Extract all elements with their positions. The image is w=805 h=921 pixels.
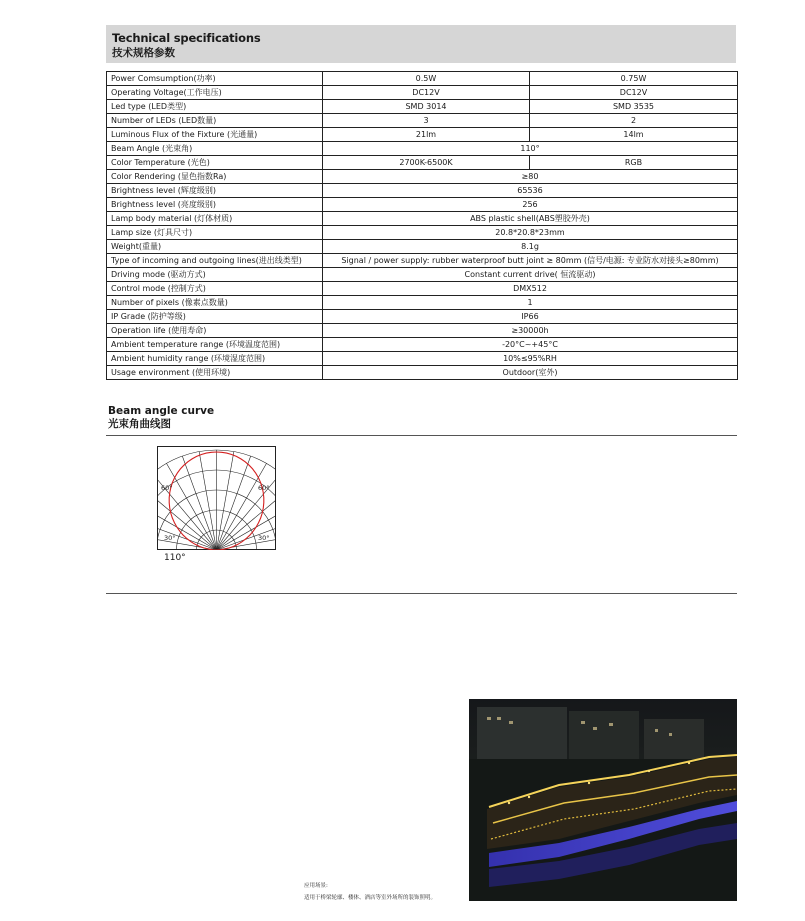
spec-value: 0.75W: [530, 72, 738, 86]
spec-value: DC12V: [530, 86, 738, 100]
spec-label: Driving mode (驱动方式): [107, 268, 323, 282]
spec-row: [107, 338, 738, 352]
spec-table: [106, 71, 738, 380]
spec-label: Control mode (控制方式): [107, 282, 323, 296]
spec-label: IP Grade (防护等级): [107, 310, 323, 324]
spec-label: Number of LEDs (LED数量): [107, 114, 323, 128]
caption-text: 适用于桥梁轮廓、楼体、酒店等室外场所的装饰照明。: [304, 895, 437, 901]
spec-value: ≥80: [323, 170, 738, 184]
spec-label: Power Comsumption(功率): [107, 72, 323, 86]
spec-value: 0.5W: [323, 72, 530, 86]
section-divider: [106, 435, 737, 436]
spec-label: Led type (LED类型): [107, 100, 323, 114]
spec-label: Ambient humidity range (环境湿度范围): [107, 352, 323, 366]
application-caption: [304, 880, 436, 904]
spec-title-en: Technical specifications: [112, 31, 261, 45]
spec-label: Luminous Flux of the Fixture (光通量): [107, 128, 323, 142]
spec-value: RGB: [530, 156, 738, 170]
spec-title-cn: 技术规格参数: [112, 47, 175, 59]
spec-label: Brightness level (辉度级别): [107, 184, 323, 198]
spec-value: 2: [530, 114, 738, 128]
spec-row: [107, 72, 738, 86]
tick-label-30-right: 30°: [258, 534, 270, 542]
spec-row: [107, 156, 738, 170]
spec-label: Color Temperature (光色): [107, 156, 323, 170]
spec-row: [107, 212, 738, 226]
spec-value: IP66: [323, 310, 738, 324]
spec-value: 65536: [323, 184, 738, 198]
spec-row: [107, 268, 738, 282]
spec-row: [107, 296, 738, 310]
beam-angle-value: 110°: [164, 553, 186, 563]
spec-value: Constant current drive( 恒流驱动): [323, 268, 738, 282]
spec-label: Operation life (使用寿命): [107, 324, 323, 338]
spec-value: 8.1g: [323, 240, 738, 254]
beam-polar-chart: [157, 446, 276, 550]
spec-value: ≥30000h: [323, 324, 738, 338]
tick-label-60-left: 60°: [161, 484, 173, 492]
spec-label: Brightness level (亮度级别): [107, 198, 323, 212]
spec-row: [107, 352, 738, 366]
spec-value: 21lm: [323, 128, 530, 142]
spec-label: Color Rendering (显色指数Ra): [107, 170, 323, 184]
spec-row: [107, 226, 738, 240]
spec-value: 2700K-6500K: [323, 156, 530, 170]
beam-title-en: Beam angle curve: [108, 405, 215, 417]
spec-value: Signal / power supply: rubber waterproof butt joint ≥ 80mm (信号/电源: 专业防水对接头≥80mm): [323, 254, 738, 268]
spec-value: 110°: [323, 142, 738, 156]
tick-label-30-left: 30°: [164, 534, 176, 542]
spec-value: Outdoor(室外): [323, 366, 738, 380]
spec-label: Weight(重量): [107, 240, 323, 254]
spec-value: DMX512: [323, 282, 738, 296]
spec-row: [107, 198, 738, 212]
spec-label: Ambient temperature range (环境温度范围): [107, 338, 323, 352]
spec-label: Beam Angle (光束角): [107, 142, 323, 156]
spec-label: Lamp body material (灯体材质): [107, 212, 323, 226]
spec-value: -20°C~+45°C: [323, 338, 738, 352]
spec-row: [107, 100, 738, 114]
spec-row: [107, 114, 738, 128]
spec-row: [107, 170, 738, 184]
spec-row: [107, 254, 738, 268]
spec-row: [107, 142, 738, 156]
spec-value: ABS plastic shell(ABS塑胶外壳): [323, 212, 738, 226]
spec-value: 3: [323, 114, 530, 128]
spec-value: SMD 3014: [323, 100, 530, 114]
spec-header: [106, 25, 736, 63]
spec-value: DC12V: [323, 86, 530, 100]
spec-row: [107, 86, 738, 100]
beam-section-title: [108, 405, 214, 431]
spec-row: [107, 240, 738, 254]
spec-value: 256: [323, 198, 738, 212]
spec-value: 1: [323, 296, 738, 310]
spec-label: Number of pixels (像素点数量): [107, 296, 323, 310]
spec-row: [107, 128, 738, 142]
spec-row: [107, 366, 738, 380]
spec-label: Usage environment (使用环境): [107, 366, 323, 380]
spec-value: 14lm: [530, 128, 738, 142]
spec-label: Type of incoming and outgoing lines(进出线类型): [107, 254, 323, 268]
section-divider: [106, 593, 737, 594]
spec-row: [107, 310, 738, 324]
spec-value: SMD 3535: [530, 100, 738, 114]
spec-value: 10%≤95%RH: [323, 352, 738, 366]
spec-label: Operating Voltage(工作电压): [107, 86, 323, 100]
application-photo: [469, 699, 737, 901]
caption-title: 应用场景:: [304, 883, 328, 889]
spec-row: [107, 184, 738, 198]
spec-row: [107, 282, 738, 296]
spec-value: 20.8*20.8*23mm: [323, 226, 738, 240]
spec-label: Lamp size (灯具尺寸): [107, 226, 323, 240]
tick-label-60-right: 60°: [258, 484, 270, 492]
spec-row: [107, 324, 738, 338]
beam-title-cn: 光束角曲线图: [108, 418, 171, 430]
